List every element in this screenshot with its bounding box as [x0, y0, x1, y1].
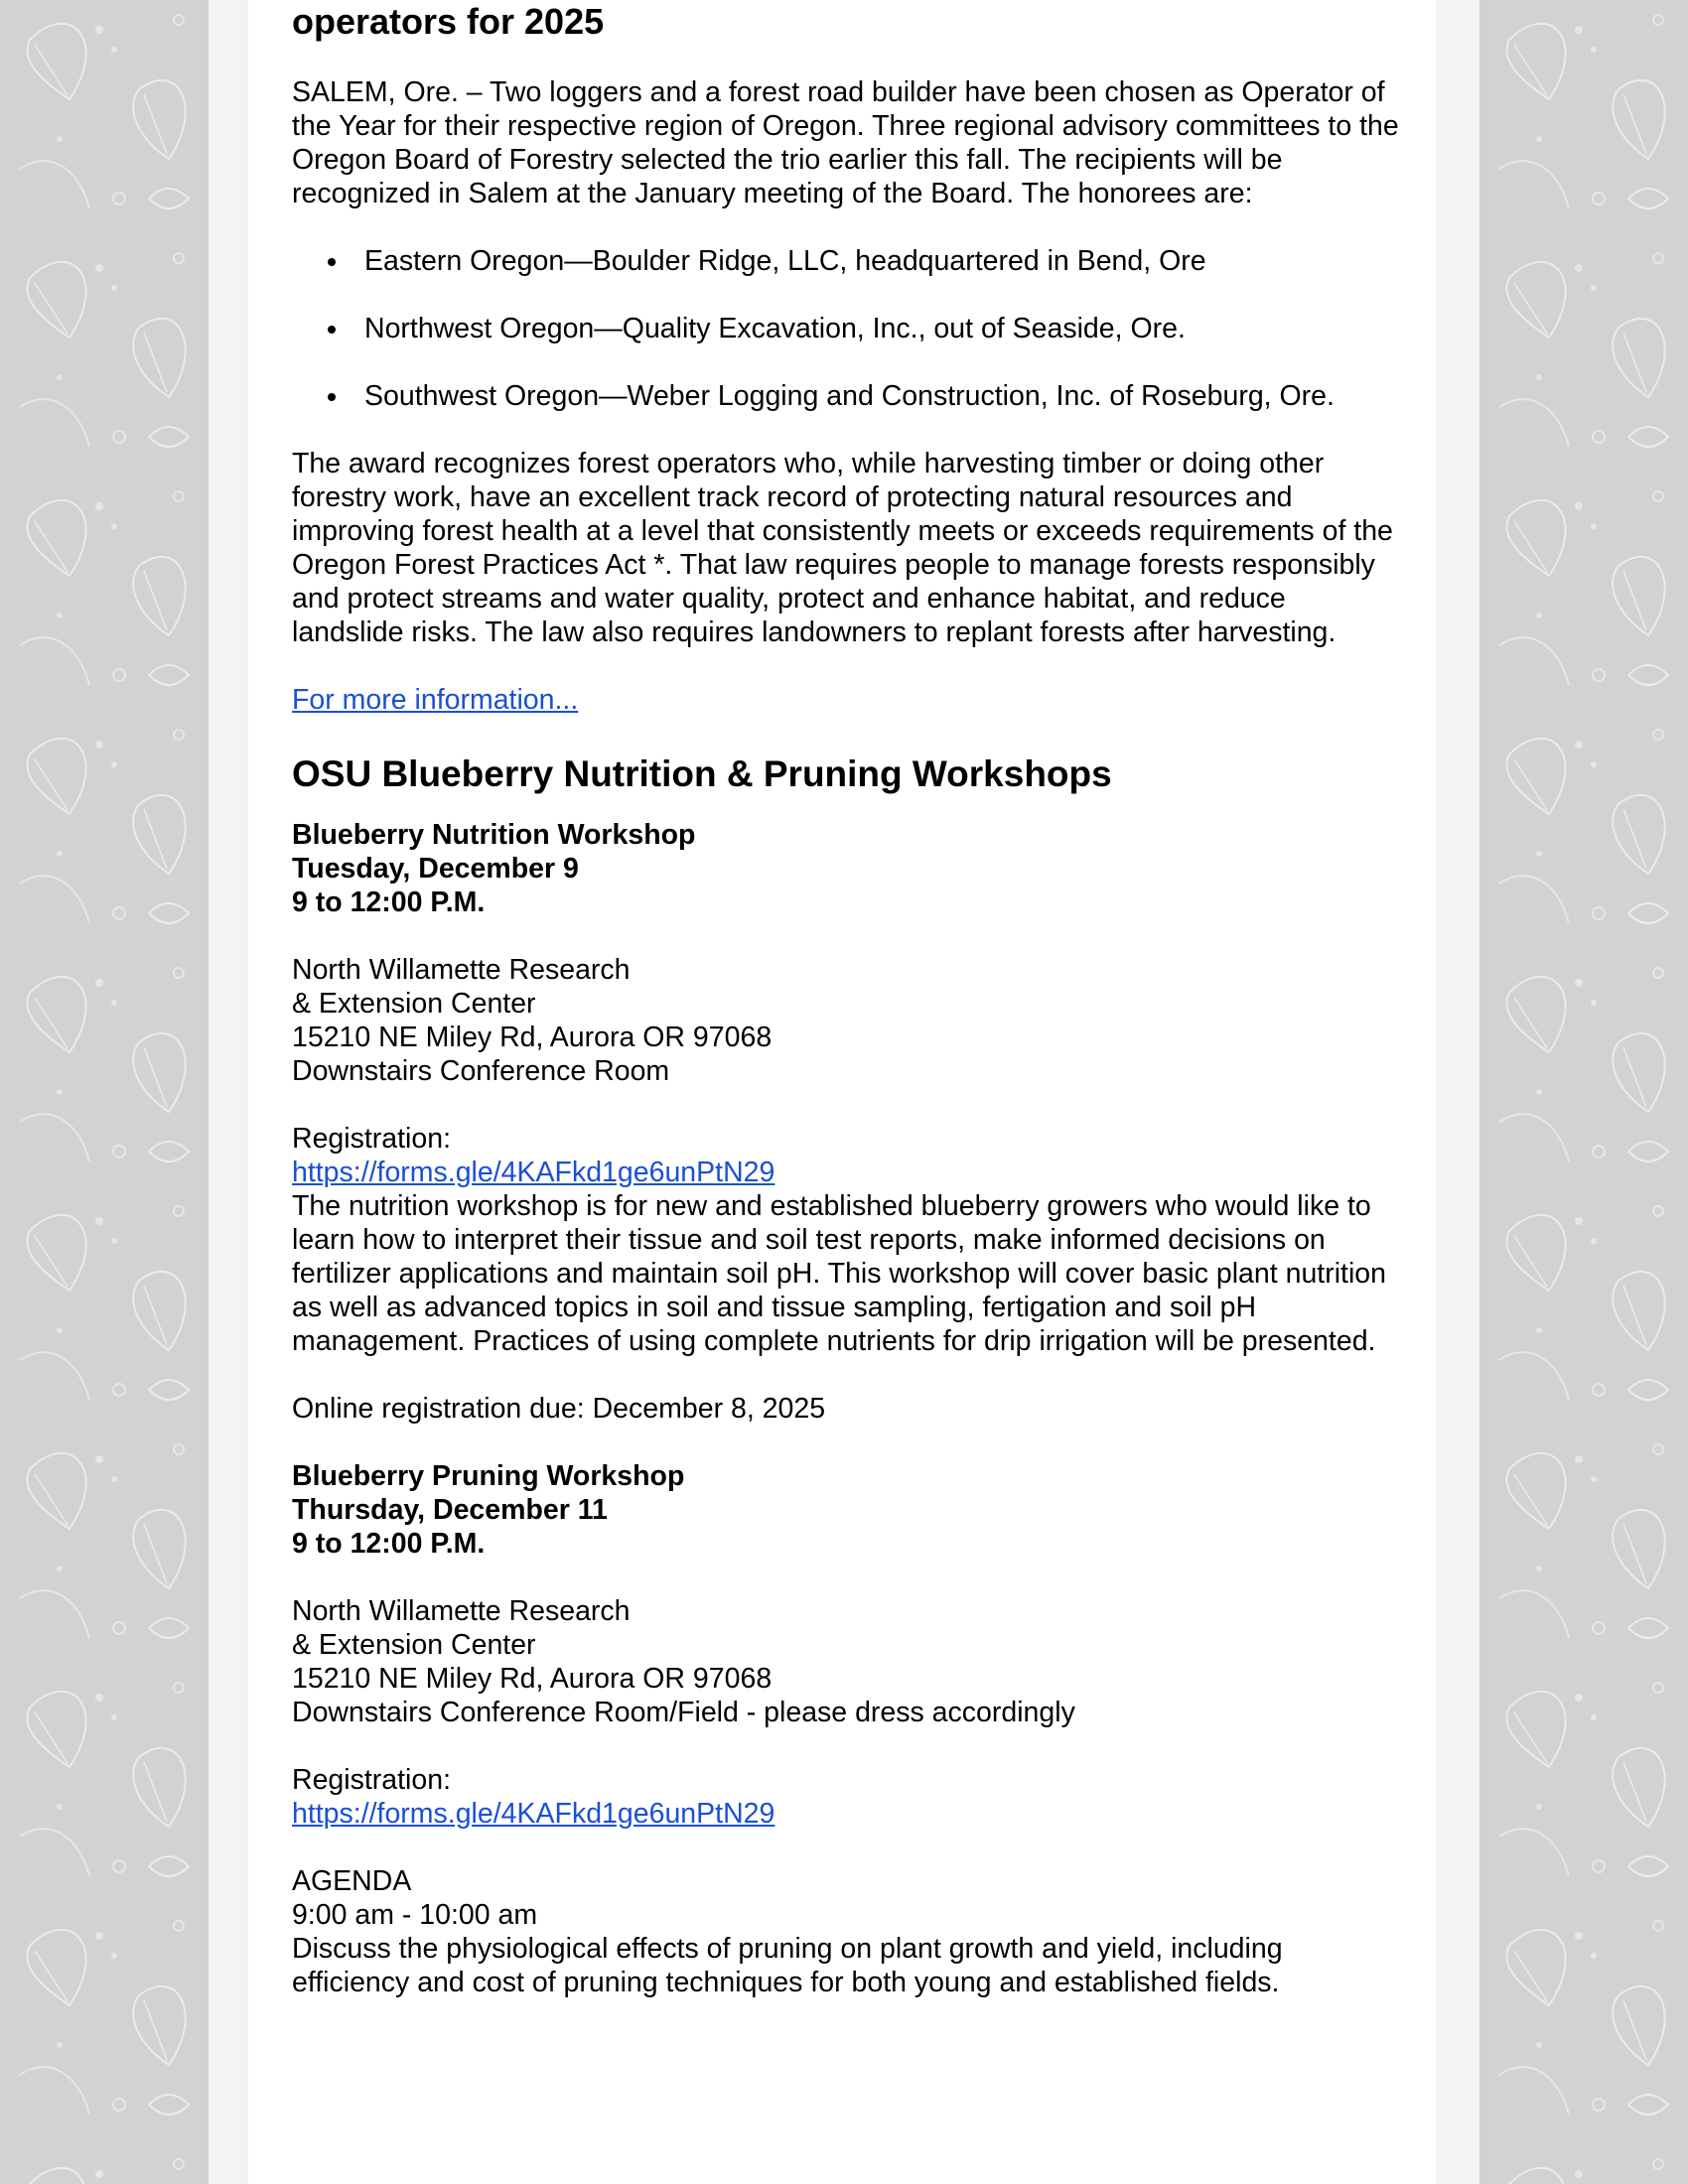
list-item: • Eastern Oregon—Boulder Ridge, LLC, headquartered in Bend, Ore	[351, 244, 1404, 278]
award-description: The award recognizes forest operators who, while harvesting timber or doing other forestry work, have an excellent track record of protecting natural resources and improving forest health at a level that consistently meets or exceeds requirements of the Oregon Forest Practices Act *. That law requires people to manage forests responsibly and protect streams and water quality, protect and enhance habitat, and reduce landslide risks. The law also requires landowners to replant forests after harvesting.	[292, 448, 1393, 648]
nutrition-location	[292, 953, 1404, 1088]
agenda-label: AGENDA	[292, 1865, 412, 1897]
nutrition-workshop-time: 9 to 12:00 P.M.	[292, 887, 486, 918]
nutrition-description: The nutrition workshop is for new and established blueberry growers who would like to learn how to interpret their tissue and soil test reports, make informed decisions on fertilizer applications and maintain soil pH. This workshop will cover basic plant nutrition as well as advanced topics in soil and tissue sampling, fertigation and soil pH management. Practices of using complete nutrients for drip irrigation will be presented.	[292, 1190, 1386, 1357]
location-line: 15210 NE Miley Rd, Aurora OR 97068	[292, 1022, 773, 1053]
registration-label: Registration:	[292, 1123, 451, 1155]
leaf-pattern-left	[0, 0, 209, 2184]
right-pattern-border	[1479, 0, 1688, 2184]
workshops-heading: OSU Blueberry Nutrition & Pruning Workshops	[292, 753, 1112, 794]
newsletter-content	[292, 0, 1404, 1999]
location-line: Downstairs Conference Room	[292, 1055, 670, 1087]
pruning-registration-link[interactable]: https://forms.gle/4KAFkd1ge6unPtN29	[292, 1798, 775, 1830]
location-line: & Extension Center	[292, 1629, 536, 1661]
nutrition-workshop-date: Tuesday, December 9	[292, 853, 579, 885]
nutrition-workshop-name: Blueberry Nutrition Workshop	[292, 819, 696, 851]
agenda-time: 9:00 am - 10:00 am	[292, 1899, 538, 1931]
registration-label: Registration:	[292, 1764, 451, 1796]
pruning-workshop-name: Blueberry Pruning Workshop	[292, 1460, 685, 1492]
list-item: • Southwest Oregon—Weber Logging and Construction, Inc. of Roseburg, Ore.	[351, 379, 1404, 413]
location-line: North Willamette Research	[292, 1595, 631, 1627]
leaf-pattern-right	[1479, 0, 1688, 2184]
article-title: operators for 2025	[292, 1, 605, 42]
nutrition-registration-due: Online registration due: December 8, 2025	[292, 1393, 826, 1425]
list-item: • Northwest Oregon—Quality Excavation, Inc., out of Seaside, Ore.	[351, 312, 1404, 345]
location-line: & Extension Center	[292, 988, 536, 1020]
pruning-workshop	[292, 1459, 1404, 1999]
article-intro: SALEM, Ore. – Two loggers and a forest road builder have been chosen as Operator of the Year for their respective region of Oregon. Three regional advisory committees to the Oregon Board of Forestry selected the trio earlier this fall. The recipients will be recognized in Salem at the January meeting of the Board. The honorees are:	[292, 76, 1399, 209]
location-line: 15210 NE Miley Rd, Aurora OR 97068	[292, 1663, 773, 1695]
agenda-description: Discuss the physiological effects of pruning on plant growth and yield, including efficiency and cost of pruning techniques for both young and established fields.	[292, 1933, 1283, 1998]
pruning-location	[292, 1594, 1404, 1729]
nutrition-registration-link[interactable]: https://forms.gle/4KAFkd1ge6unPtN29	[292, 1157, 775, 1188]
pruning-workshop-date: Thursday, December 11	[292, 1494, 608, 1526]
location-line: North Willamette Research	[292, 954, 631, 986]
newsletter-page	[248, 0, 1436, 2184]
right-gutter	[1436, 0, 1479, 2184]
nutrition-workshop	[292, 818, 1404, 1426]
agenda	[292, 1864, 1404, 1999]
honorees-list	[292, 244, 1404, 413]
location-line: Downstairs Conference Room/Field - please dress accordingly	[292, 1697, 1075, 1728]
more-info-link[interactable]: For more information...	[292, 684, 579, 716]
left-gutter	[209, 0, 248, 2184]
left-pattern-border	[0, 0, 209, 2184]
pruning-workshop-time: 9 to 12:00 P.M.	[292, 1528, 486, 1560]
